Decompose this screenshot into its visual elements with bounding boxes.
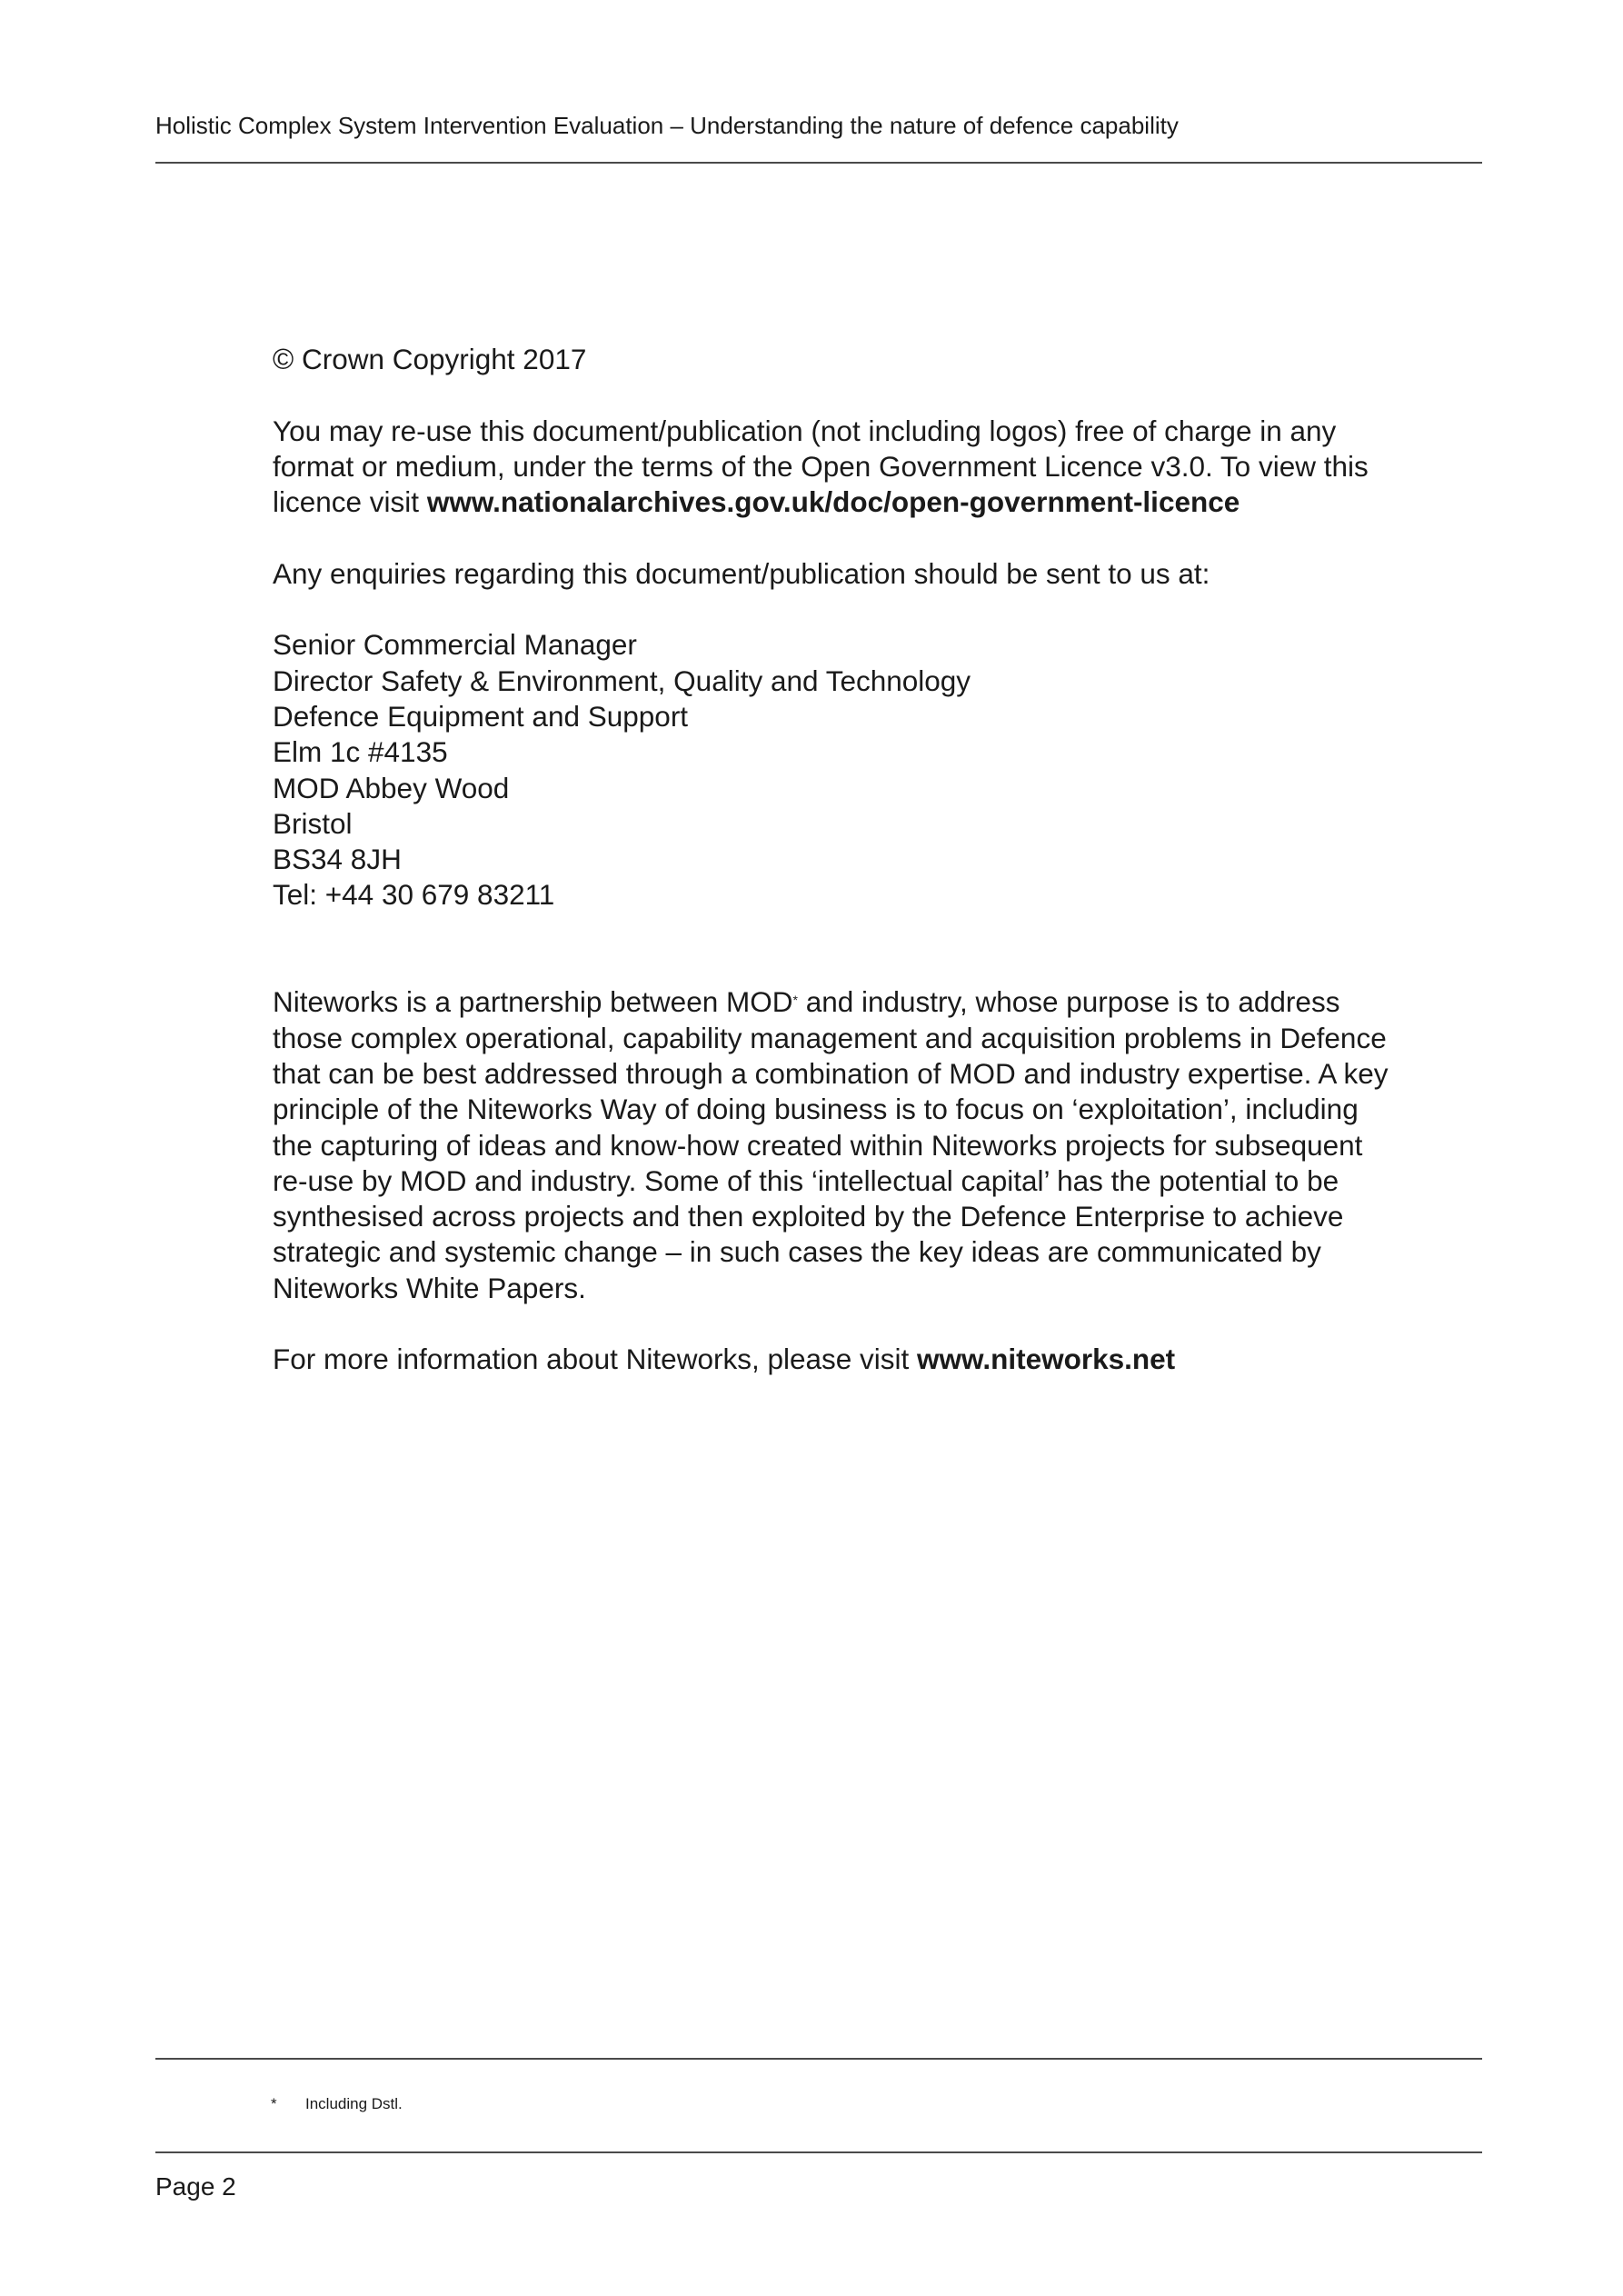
address-line: MOD Abbey Wood (273, 771, 510, 804)
footer-divider (155, 2151, 1482, 2153)
licence-prefix: licence visit (273, 485, 427, 519)
licence-line (273, 484, 1418, 520)
address-line: Defence Equipment and Support (273, 699, 689, 733)
licence-line: format or medium, under the terms of the Open Government Licence v3.0. To view this (273, 449, 1369, 483)
more-info-line (273, 1342, 1418, 1377)
document-body (273, 342, 1418, 1413)
copyright-text: © Crown Copyright 2017 (273, 343, 587, 375)
footnote (271, 2094, 403, 2114)
niteworks-line: synthesised across projects and then exploited by the Defence Enterprise to achieve (273, 1200, 1344, 1233)
niteworks-line-start: Niteworks is a partnership between MOD (273, 985, 793, 1019)
licence-paragraph (273, 414, 1418, 521)
copyright-notice (273, 342, 1418, 377)
running-header: Holistic Complex System Intervention Evaluation – Understanding the nature of defence capability (155, 112, 1179, 139)
niteworks-line: principle of the Niteworks Way of doing business is to focus on ‘exploitation’, including (273, 1093, 1359, 1126)
niteworks-line: those complex operational, capability management and acquisition problems in Defence (273, 1021, 1387, 1054)
licence-link[interactable]: www.nationalarchives.gov.uk/doc/open-government-licence (426, 485, 1240, 519)
licence-line: You may re-use this document/publication (not including logos) free of charge in any (273, 414, 1337, 447)
footnote-mark: * (271, 2095, 277, 2112)
footnote-reference: * (792, 993, 798, 1008)
niteworks-paragraph (273, 984, 1418, 1306)
address-line: Director Safety & Environment, Quality and Technology (273, 664, 971, 697)
address-block (273, 627, 1418, 913)
header-divider (155, 162, 1482, 164)
footnote-divider (155, 2058, 1482, 2060)
more-info-prefix: For more information about Niteworks, please visit (273, 1343, 918, 1376)
address-line: Bristol (273, 806, 353, 840)
niteworks-line: that can be best addressed through a combination of MOD and industry expertise. A key (273, 1056, 1389, 1090)
section-gap (273, 949, 1418, 984)
enquiries-paragraph (273, 556, 1418, 592)
address-line: Elm 1c #4135 (273, 735, 448, 769)
address-line: BS34 8JH (273, 843, 402, 876)
address-telephone: Tel: +44 30 679 83211 (273, 878, 555, 912)
niteworks-line: the capturing of ideas and know-how created within Niteworks projects for subsequent (273, 1128, 1363, 1162)
page-number: Page 2 (155, 2172, 236, 2201)
enquiries-text: Any enquiries regarding this document/publication should be sent to us at: (273, 556, 1210, 590)
address-line: Senior Commercial Manager (273, 628, 637, 662)
niteworks-link[interactable]: www.niteworks.net (917, 1343, 1176, 1376)
niteworks-line: strategic and systemic change – in such cases the key ideas are communicated by (273, 1235, 1321, 1269)
niteworks-line: Niteworks White Papers. (273, 1271, 586, 1304)
more-info-paragraph (273, 1342, 1418, 1377)
niteworks-line: re-use by MOD and industry. Some of this ‘intellectual capital’ has the potential to be (273, 1163, 1339, 1197)
footnote-text: Including Dstl. (305, 2095, 403, 2112)
niteworks-line-end: and industry, whose purpose is to address (797, 985, 1340, 1019)
niteworks-line (273, 984, 1418, 1020)
